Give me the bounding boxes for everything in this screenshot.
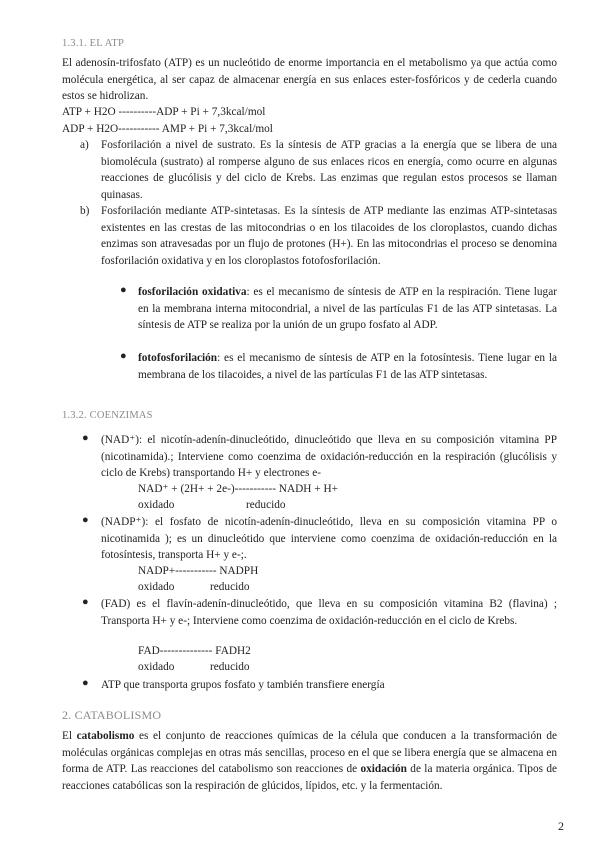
section-heading-atp: 1.3.1. EL ATP: [62, 38, 125, 49]
coenzyme-fad-description: (FAD) es el flavín-adenín-dinucleótido, que lleva en su composición vitamina B2 (flavina) ; Transporta H+ y e-; Interviene como coenzima de oxidación-reducción en el ciclo de Krebs.: [101, 598, 557, 627]
nad-reduced-label: reducido: [246, 499, 286, 511]
bullet-icon: ●: [82, 432, 89, 444]
bullet-icon: ●: [82, 596, 89, 608]
term-oxidation: oxidación: [360, 763, 407, 775]
list-marker-a: a): [80, 139, 89, 151]
catabolism-paragraph: [62, 728, 557, 794]
nad-equation: NAD⁺ + (2H+ + 2e-)----------- NADH + H+: [138, 483, 338, 495]
bullet-icon: ●: [120, 350, 127, 362]
definition-photophosphorylation: : es el mecanismo de síntesis de ATP en la fotosíntesis. Tiene lugar en la membrana de los tilacoides, a nivel de las partículas F1 de las ATP sintetasas.: [138, 352, 557, 381]
fad-reduced-label: reducido: [210, 661, 250, 673]
sub-item-photophosphorylation: [138, 350, 557, 383]
atp-equation-2: ADP + H2O----------- AMP + Pi + 7,3kcal/mol: [62, 123, 273, 135]
section-heading-catabolism: 2. CATABOLISMO: [62, 708, 162, 722]
list-item-substrate-phosphorylation: Fosforilación a nivel de sustrato. Es la síntesis de ATP gracias a la energía que se libera de una biomolécula (sustrato) al romperse alguno de sus enlaces ricos en energía, como ocurre en algunas reacciones de glucólisis y del ciclo de Krebs. Las enzimas que regulan estos procesos se llaman quinasas.: [101, 139, 557, 201]
bullet-icon: ●: [82, 677, 89, 689]
term-oxidative-phosphorylation: fosforilación oxidativa: [138, 286, 247, 298]
list-marker-b: b): [80, 205, 90, 217]
sub-item-oxidative-phosphorylation: [138, 284, 557, 334]
catabolism-text-end: de la materia orgánica. Tipos de reacciones catabólicas son la respiración de glúcidos, lípidos, etc. y la fermentación.: [62, 763, 557, 792]
coenzyme-nadp-description: (NADP⁺): el fosfato de nicotín-adenín-dinucleótido, lleva en su composición vitamina PP o nicotinamida ); es un dinucleótido que interviene como coenzima de oxidación-reducción en la fotosíntesis, transporta H+ y e-;.: [101, 516, 557, 561]
definition-oxidative-phosphorylation: : es el mecanismo de síntesis de ATP en la respiración. Tiene lugar en la membrana interna mitocondrial, a nivel de las partículas F1 de las ATP sintetasas. La síntesis de ATP se realiza por la unión de un grupo fosfato al ADP.: [138, 286, 557, 331]
nadp-oxidized-label: oxidado: [138, 581, 175, 593]
section-heading-coenzymes: 1.3.2. COENZIMAS: [62, 410, 153, 421]
atp-equation-1: ATP + H2O ----------ADP + Pi + 7,3kcal/mol: [62, 106, 266, 118]
coenzyme-atp-description: ATP que transporta grupos fosfato y también transfiere energía: [101, 679, 385, 691]
bullet-icon: ●: [120, 284, 127, 296]
catabolism-text-start: El: [62, 730, 77, 742]
fad-oxidized-label: oxidado: [138, 661, 175, 673]
catabolism-text-middle: es el conjunto de reacciones químicas de la célula que conducen a la transformación de moléculas orgánicas complejas en otras más sencillas, proceso en el que se libera energía que se almacena en forma de ATP. Las reacciones del catabolismo son reacciones de: [62, 730, 557, 775]
coenzyme-nad-description: (NAD⁺): el nicotín-adenín-dinucleótido, dinucleótido que lleva en su composición vitamina PP (nicotinamida).; Interviene como coenzima de oxidación-reducción en la respiración (glucólisis y ciclo de Krebs) transportando H+ y electrones e-: [101, 434, 557, 479]
fad-equation: FAD-------------- FADH2: [138, 645, 251, 657]
nadp-reduced-label: reducido: [210, 581, 250, 593]
nad-oxidized-label: oxidado: [138, 499, 175, 511]
atp-intro-paragraph: El adenosín-trifosfato (ATP) es un nucleótido de enorme importancia en el metabolismo ya que actúa como molécula energética, al ser capaz de almacenar energía en sus enlaces ester-fosfóricos y de cederla cuando estos se hidrolizan.: [62, 57, 557, 102]
page-number: 2: [558, 819, 564, 833]
term-catabolism: catabolismo: [76, 730, 135, 742]
term-photophosphorylation: fotofosforilación: [138, 352, 218, 364]
bullet-icon: ●: [82, 514, 89, 526]
nadp-equation: NADP+----------- NADPH: [138, 565, 259, 577]
list-item-atp-synthetase-phosphorylation: Fosforilación mediante ATP-sintetasas. Es la síntesis de ATP mediante las enzimas ATP-sintetasas existentes en las crestas de las mitocondrias o en los tilacoides de los cloroplastos, cuando dichas enzimas son atravesadas por un flujo de protones (H+). En las mitocondrias el proceso se denomina fosforilación oxidativa y en los cloroplastos fotofosforilación.: [101, 205, 557, 267]
